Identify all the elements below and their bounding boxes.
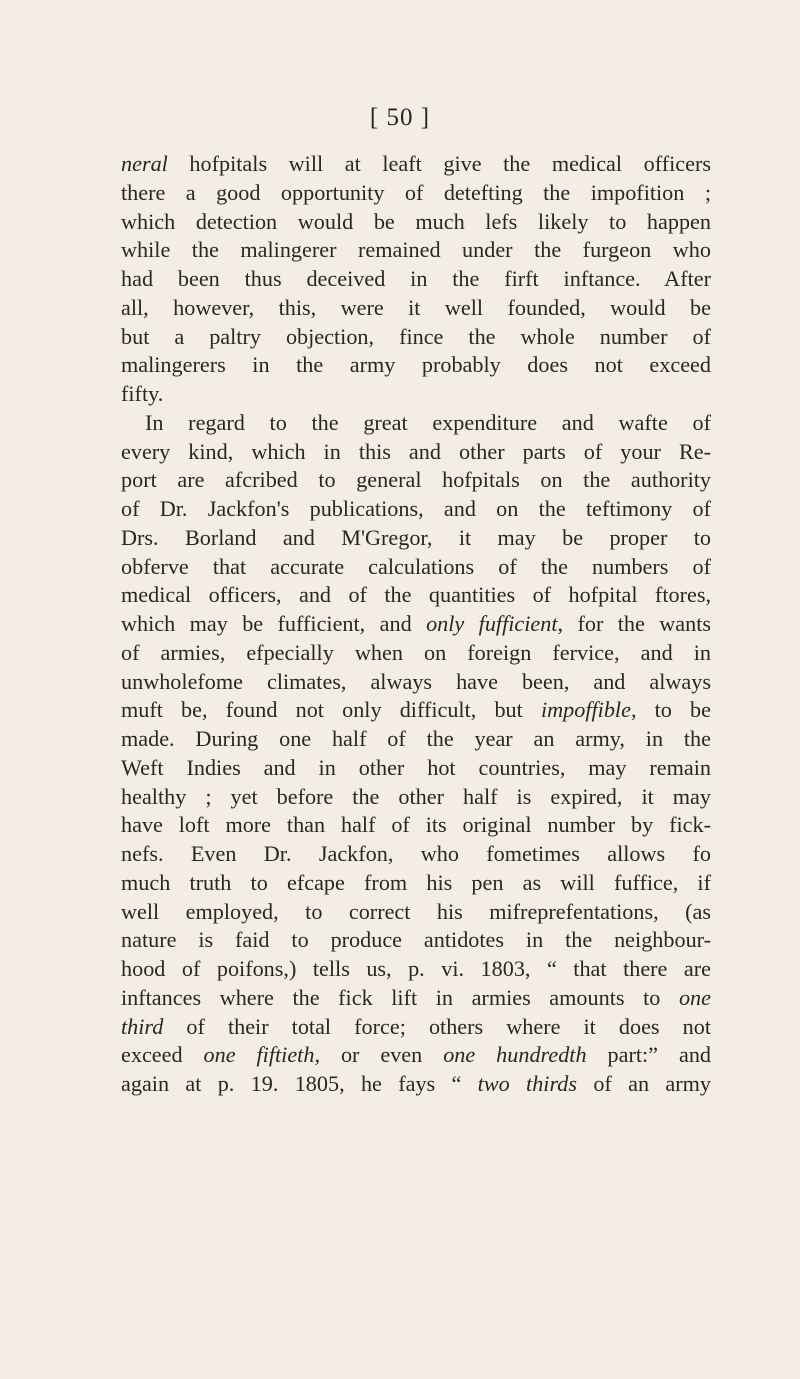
text-segment: medical officers, and of the quantities of hofpital ftores, (121, 582, 711, 608)
italic-text: neral (121, 151, 168, 176)
italic-text: one fiftieth (203, 1042, 315, 1068)
italic-text: only fufficient (426, 611, 558, 636)
text-segment: every kind, which in this and other parts of your Re- (121, 438, 711, 464)
text-segment: of their total force; others where it does not (163, 1013, 711, 1039)
italic-text: two thirds (477, 1071, 578, 1096)
text-line (121, 208, 711, 237)
text-segment: which may be fufficient, and (121, 611, 427, 636)
text-segment: while the malingerer remained under the furgeon who (121, 237, 711, 263)
text-segment: but a paltry objection, fince the whole number of (121, 323, 711, 349)
text-segment: healthy ; yet before the other half is expired, it may (121, 783, 711, 809)
text-line (121, 323, 711, 352)
text-line (121, 351, 711, 380)
text-segment: Weft Indies and in other hot countries, may remain (121, 754, 711, 780)
text-segment: hood of poifons,) tells us, p. vi. 1803, “ that there are (121, 956, 711, 981)
text-line (121, 553, 711, 582)
italic-text: impoffible (540, 697, 631, 723)
text-line (121, 524, 711, 553)
text-line (121, 725, 711, 754)
text-segment: In regard to the great expenditure and wafte of (145, 409, 711, 435)
text-line (121, 581, 711, 610)
text-segment: nefs. Even Dr. Jackfon, who fometimes allows fo (121, 841, 711, 866)
text-line (121, 696, 711, 725)
text-line (121, 984, 711, 1013)
text-segment: hofpitals will at leaft give the medical officers (167, 151, 711, 176)
text-segment: exceed (121, 1042, 204, 1068)
text-segment: of armies, efpecially when on foreign fervice, and in (121, 639, 711, 665)
text-segment: fifty. (121, 381, 164, 406)
text-line (121, 179, 711, 208)
text-line (121, 811, 711, 840)
text-line (121, 639, 711, 668)
text-segment: much truth to efcape from his pen as will fuffice, if (121, 869, 711, 895)
text-segment: have loft more than half of its original number by fick- (121, 812, 711, 838)
text-line (121, 236, 711, 265)
text-segment: , or even (314, 1042, 444, 1068)
text-line (121, 783, 711, 812)
text-line (121, 1013, 711, 1042)
text-segment: unwholefome climates, always have been, and always (121, 668, 711, 694)
text-segment: which detection would be much lefs likely to happen (121, 208, 711, 234)
text-segment: port are afcribed to general hofpitals on the authority (121, 467, 711, 493)
text-line (121, 150, 711, 179)
text-line (121, 409, 711, 438)
text-line (121, 495, 711, 524)
text-segment: muft be, found not only difficult, but (121, 697, 541, 723)
text-segment: of an army (577, 1071, 711, 1096)
text-segment: inftances where the fick lift in armies amounts to (121, 984, 679, 1010)
italic-text: one (678, 984, 711, 1010)
text-line (121, 926, 711, 955)
text-segment: malingerers in the army probably does not exceed (121, 352, 711, 378)
text-line (121, 754, 711, 783)
text-segment: part:” and (586, 1042, 712, 1068)
text-line (121, 294, 711, 323)
text-line (121, 898, 711, 927)
text-segment: , for the wants (557, 611, 711, 636)
text-segment: again at p. 19. 1805, he fays “ (121, 1071, 478, 1096)
text-segment: of Dr. Jackfon's publications, and on the teftimony of (121, 496, 711, 521)
text-segment: well employed, to correct his mifreprefentations, (as (121, 898, 711, 924)
text-segment: obferve that accurate calculations of the numbers of (121, 553, 711, 579)
text-line (121, 1041, 711, 1070)
italic-text: third (121, 1013, 164, 1039)
text-line (121, 840, 711, 869)
text-segment: , to be (630, 697, 711, 723)
text-line (121, 1070, 711, 1099)
text-line (121, 610, 711, 639)
text-line (121, 869, 711, 898)
text-line (121, 438, 711, 467)
text-segment: had been thus deceived in the firft inftance. After (121, 266, 711, 291)
text-line (121, 955, 711, 984)
text-line (121, 466, 711, 495)
text-segment: nature is faid to produce antidotes in the neighbour- (121, 927, 711, 953)
text-segment: made. During one half of the year an army, in the (121, 726, 711, 751)
text-segment: there a good opportunity of detefting the impofition ; (121, 179, 711, 205)
text-segment: Drs. Borland and M'Gregor, it may be proper to (121, 524, 711, 550)
body-text (121, 150, 711, 1099)
text-segment: all, however, this, were it well founded, would be (121, 294, 711, 320)
italic-text: one hundredth (443, 1042, 587, 1068)
text-line (121, 668, 711, 697)
text-line (121, 265, 711, 294)
page-number-header: [ 50 ] (369, 104, 431, 131)
text-line (121, 380, 711, 409)
